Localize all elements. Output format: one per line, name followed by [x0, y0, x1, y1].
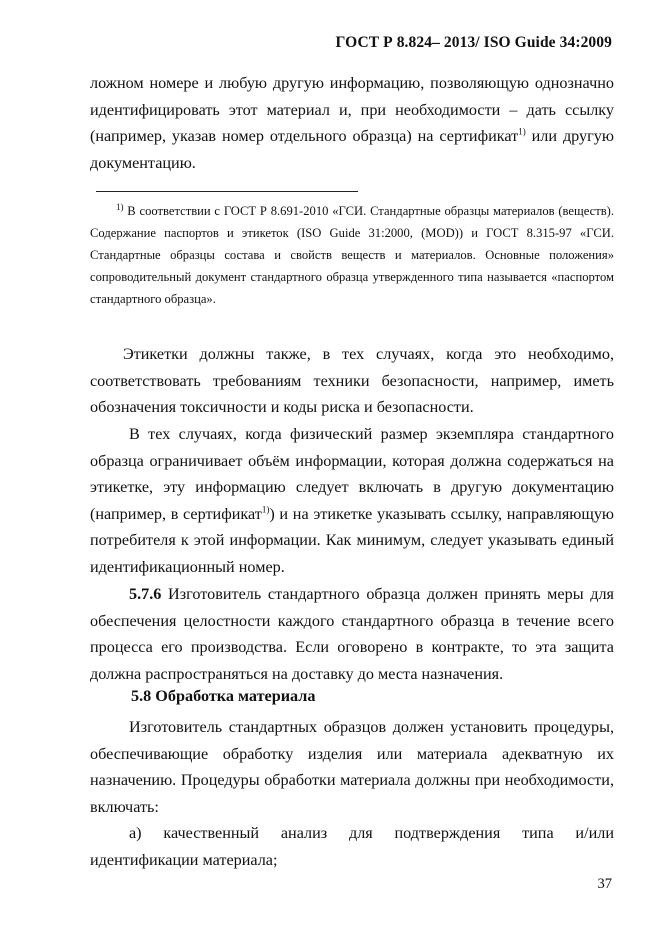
- paragraph-5-7-6: [90, 581, 614, 687]
- document-header: ГОСТ Р 8.824– 2013/ ISO Guide 34:2009: [335, 34, 612, 51]
- paragraph-text: Этикетки должны также, в тех случаях, когда это необходимо, соответствовать требованиям техники безопасности, например, иметь обозначения токсичности и коды риска и безопасности.: [90, 345, 614, 416]
- paragraph-text: Изготовитель стандартных образцов должен установить процедуры, обеспечивающие обработку изделия или материала адекватную их назначению. Процедуры обработки материала должны при необходимости, включать:: [90, 718, 614, 816]
- clause-number: 5.7.6: [129, 585, 162, 603]
- paragraph-physical-size: [90, 421, 614, 580]
- paragraph-labels: [90, 341, 614, 421]
- paragraph-text: или другую документацию.: [90, 127, 614, 172]
- footnote: [90, 200, 614, 310]
- paragraph-text: ложном номере и любую другую информацию, позволяющую однозначно идентифицировать этот материал и, при необходимости – дать ссылку (например, указав номер отдельного образца) на сертификат: [90, 74, 614, 145]
- footnote-divider: [96, 191, 358, 192]
- paragraph-text: В тех случаях, когда физический размер экземпляра стандартного образца ограничивает объём информации, которая должна содержаться на этикетке, эту информацию следует включать в другую документацию (например, в сертификат: [90, 425, 614, 523]
- paragraph-text: Изготовитель стандартного образца должен принять меры для обеспечения целостности каждого стандартного образца в течение всего процесса его производства. Если оговорено в контракте, то эта защита должна распространяться на доставку до места назначения.: [90, 585, 614, 683]
- paragraph-continuation: [90, 70, 614, 176]
- paragraph-5-8: [90, 714, 614, 820]
- paragraph-text: ) и на этикетке указывать ссылку, направляющую потребителя к этой информации. Как минимум, следует указывать единый идентификационный номер.: [90, 504, 615, 576]
- footnote-reference[interactable]: 1): [518, 126, 526, 137]
- page-number: 37: [597, 876, 612, 892]
- list-item-a: [90, 820, 614, 873]
- footnote-text: В соответствии с ГОСТ Р 8.691-2010 «ГСИ. Стандартные образцы материалов (веществ). Содержание паспортов и этикеток (ISO Guide 31:2000, (MOD)) и ГОСТ 8.315-97 «ГСИ. Стандартные образцы состава и свойств веществ и материалов. Основные положения» сопроводительный документ стандартного образца утвержденного типа называется «паспортом стандартного образца».: [90, 204, 614, 306]
- footnote-mark: 1): [116, 201, 124, 212]
- footnote-reference[interactable]: 1): [261, 504, 270, 515]
- list-item-text: а) качественный анализ для подтверждения типа и/или идентификации материала;: [90, 824, 614, 869]
- section-heading-5-8: 5.8 Обработка материала: [131, 687, 316, 705]
